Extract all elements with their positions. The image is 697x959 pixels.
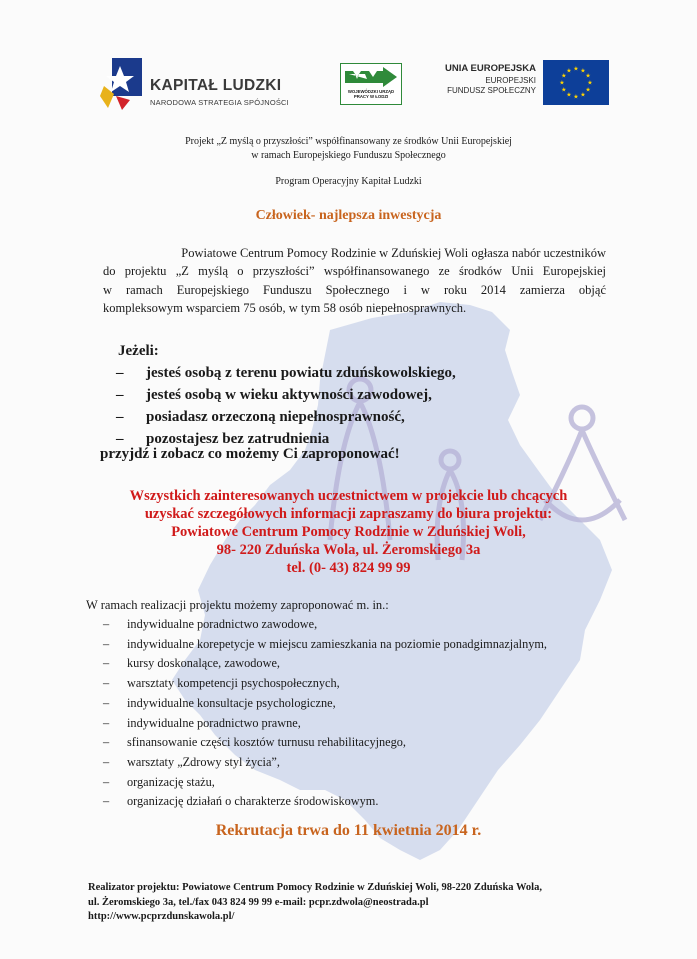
intro-paragraph bbox=[103, 244, 606, 317]
intro-line: do projektu „Z myślą o przyszłości” współfinansowanego ze środków Unii Europejskiej bbox=[103, 264, 606, 279]
eu-star-icon: ★ bbox=[585, 87, 591, 94]
eu-star-icon: ★ bbox=[561, 87, 567, 94]
wup-logo bbox=[340, 63, 402, 105]
condition-item: – jesteś osobą z terenu powiatu zduńskowolskiego, bbox=[116, 365, 456, 381]
offer-item: – indywidualne konsultacje psychologiczne, bbox=[103, 695, 336, 710]
invite-block bbox=[0, 487, 697, 577]
kapital-ludzki-logo-icon bbox=[100, 56, 148, 112]
condition-item: – posiadasz orzeczoną niepełnosprawność, bbox=[116, 409, 405, 425]
kapital-ludzki-subtitle: NARODOWA STRATEGIA SPÓJNOŚCI bbox=[150, 98, 289, 107]
kapital-ludzki-title: KAPITAŁ LUDZKI bbox=[150, 77, 282, 94]
offer-item: – organizację działań o charakterze środowiskowym. bbox=[103, 794, 379, 809]
eu-star-icon: ★ bbox=[580, 92, 586, 99]
eu-star-icon: ★ bbox=[585, 73, 591, 80]
eu-line-2: EUROPEJSKI bbox=[485, 76, 536, 85]
invite-line: Powiatowe Centrum Pomocy Rodzinie w Zduńskiej Woli, bbox=[171, 524, 526, 540]
eu-line-3: FUNDUSZ SPOŁECZNY bbox=[447, 86, 536, 95]
eu-flag-icon bbox=[543, 60, 609, 105]
offer-item: – kursy doskonalące, zawodowe, bbox=[103, 656, 280, 671]
conditions-closing: przyjdź i zobacz co możemy Ci zaproponować! bbox=[100, 446, 400, 462]
offer-item: – indywidualne poradnictwo zawodowe, bbox=[103, 617, 318, 631]
eu-text-block bbox=[438, 63, 536, 95]
offer-item: – organizację stażu, bbox=[103, 774, 215, 789]
invite-line: 98- 220 Zduńska Wola, ul. Żeromskiego 3a bbox=[216, 542, 481, 558]
website-link[interactable]: http://www.pcprzdunskawola.pl/ bbox=[88, 911, 235, 923]
offer-item: – warsztaty „Zdrowy styl życia”, bbox=[103, 754, 280, 769]
conditions-list bbox=[118, 340, 456, 450]
condition-item: – pozostajesz bez zatrudnienia bbox=[116, 431, 330, 447]
conditions-lead: Jeżeli: bbox=[118, 343, 159, 359]
eu-star-icon: ★ bbox=[573, 66, 579, 73]
footer bbox=[88, 881, 542, 925]
wup-text: WOJEWÓDZKI URZĄD PRACY W ŁODZI bbox=[347, 89, 395, 99]
footer-line: Realizator projektu: Powiatowe Centrum Pomocy Rodzinie w Zduńskiej Woli, 98-220 Zduńska Wola, bbox=[88, 882, 542, 893]
invite-line: uzyskać szczegółowych informacji zapraszamy do biura projektu: bbox=[144, 506, 553, 522]
recruitment-deadline: Rekrutacja trwa do 11 kwietnia 2014 r. bbox=[215, 822, 482, 839]
offer-item: – indywidualne poradnictwo prawne, bbox=[103, 715, 301, 730]
eu-star-icon: ★ bbox=[561, 73, 567, 80]
offer-item: – sfinansowanie części kosztów turnusu rehabilitacyjnego, bbox=[103, 735, 406, 750]
wup-arrow-icon bbox=[345, 67, 397, 87]
main-heading: Człowiek- najlepsza inwestycja bbox=[255, 208, 442, 223]
eu-star-icon: ★ bbox=[559, 80, 565, 87]
footer-line: ul. Żeromskiego 3a, tel./fax 043 824 99 99 e-mail: pcpr.zdwola@neostrada.pl bbox=[88, 896, 429, 908]
offer-list bbox=[103, 615, 547, 812]
intro-line: kompleksowym wsparciem 75 osób, w tym 58 osób niepełnosprawnych. bbox=[103, 300, 467, 315]
eu-star-icon: ★ bbox=[566, 68, 572, 75]
project-line-1: Projekt „Z myślą o przyszłości” współfinansowany ze środków Unii Europejskiej bbox=[185, 136, 512, 147]
eu-line-1: UNIA EUROPEJSKA bbox=[445, 63, 536, 74]
eu-star-icon: ★ bbox=[580, 68, 586, 75]
eu-star-icon: ★ bbox=[587, 80, 593, 87]
intro-line: w ramach Europejskiego Funduszu Społecznego i w roku 2014 zamierza objąć bbox=[103, 282, 606, 297]
condition-item: – jesteś osobą w wieku aktywności zawodowej, bbox=[116, 387, 432, 403]
eu-star-icon: ★ bbox=[573, 94, 579, 101]
project-line-2: w ramach Europejskiego Funduszu Społecznego bbox=[251, 150, 446, 161]
footer-line[interactable] bbox=[88, 910, 542, 925]
intro-line: Powiatowe Centrum Pomocy Rodzinie w Zduńskiej Woli ogłasza nabór uczestników bbox=[181, 246, 606, 260]
program-name: Program Operacyjny Kapitał Ludzki bbox=[275, 176, 422, 187]
offer-lead: W ramach realizacji projektu możemy zaproponować m. in.: bbox=[86, 598, 389, 612]
invite-line: tel. (0- 43) 824 99 99 bbox=[286, 560, 411, 576]
offer-item: – indywidualne korepetycje w miejscu zamieszkania na poziomie ponadgimnazjalnym, bbox=[103, 636, 548, 651]
eu-star-icon: ★ bbox=[566, 92, 572, 99]
invite-line: Wszystkich zainteresowanych uczestnictwem w projekcie lub chcących bbox=[129, 488, 568, 504]
offer-item: – warsztaty kompetencji psychospołecznych, bbox=[103, 676, 340, 691]
